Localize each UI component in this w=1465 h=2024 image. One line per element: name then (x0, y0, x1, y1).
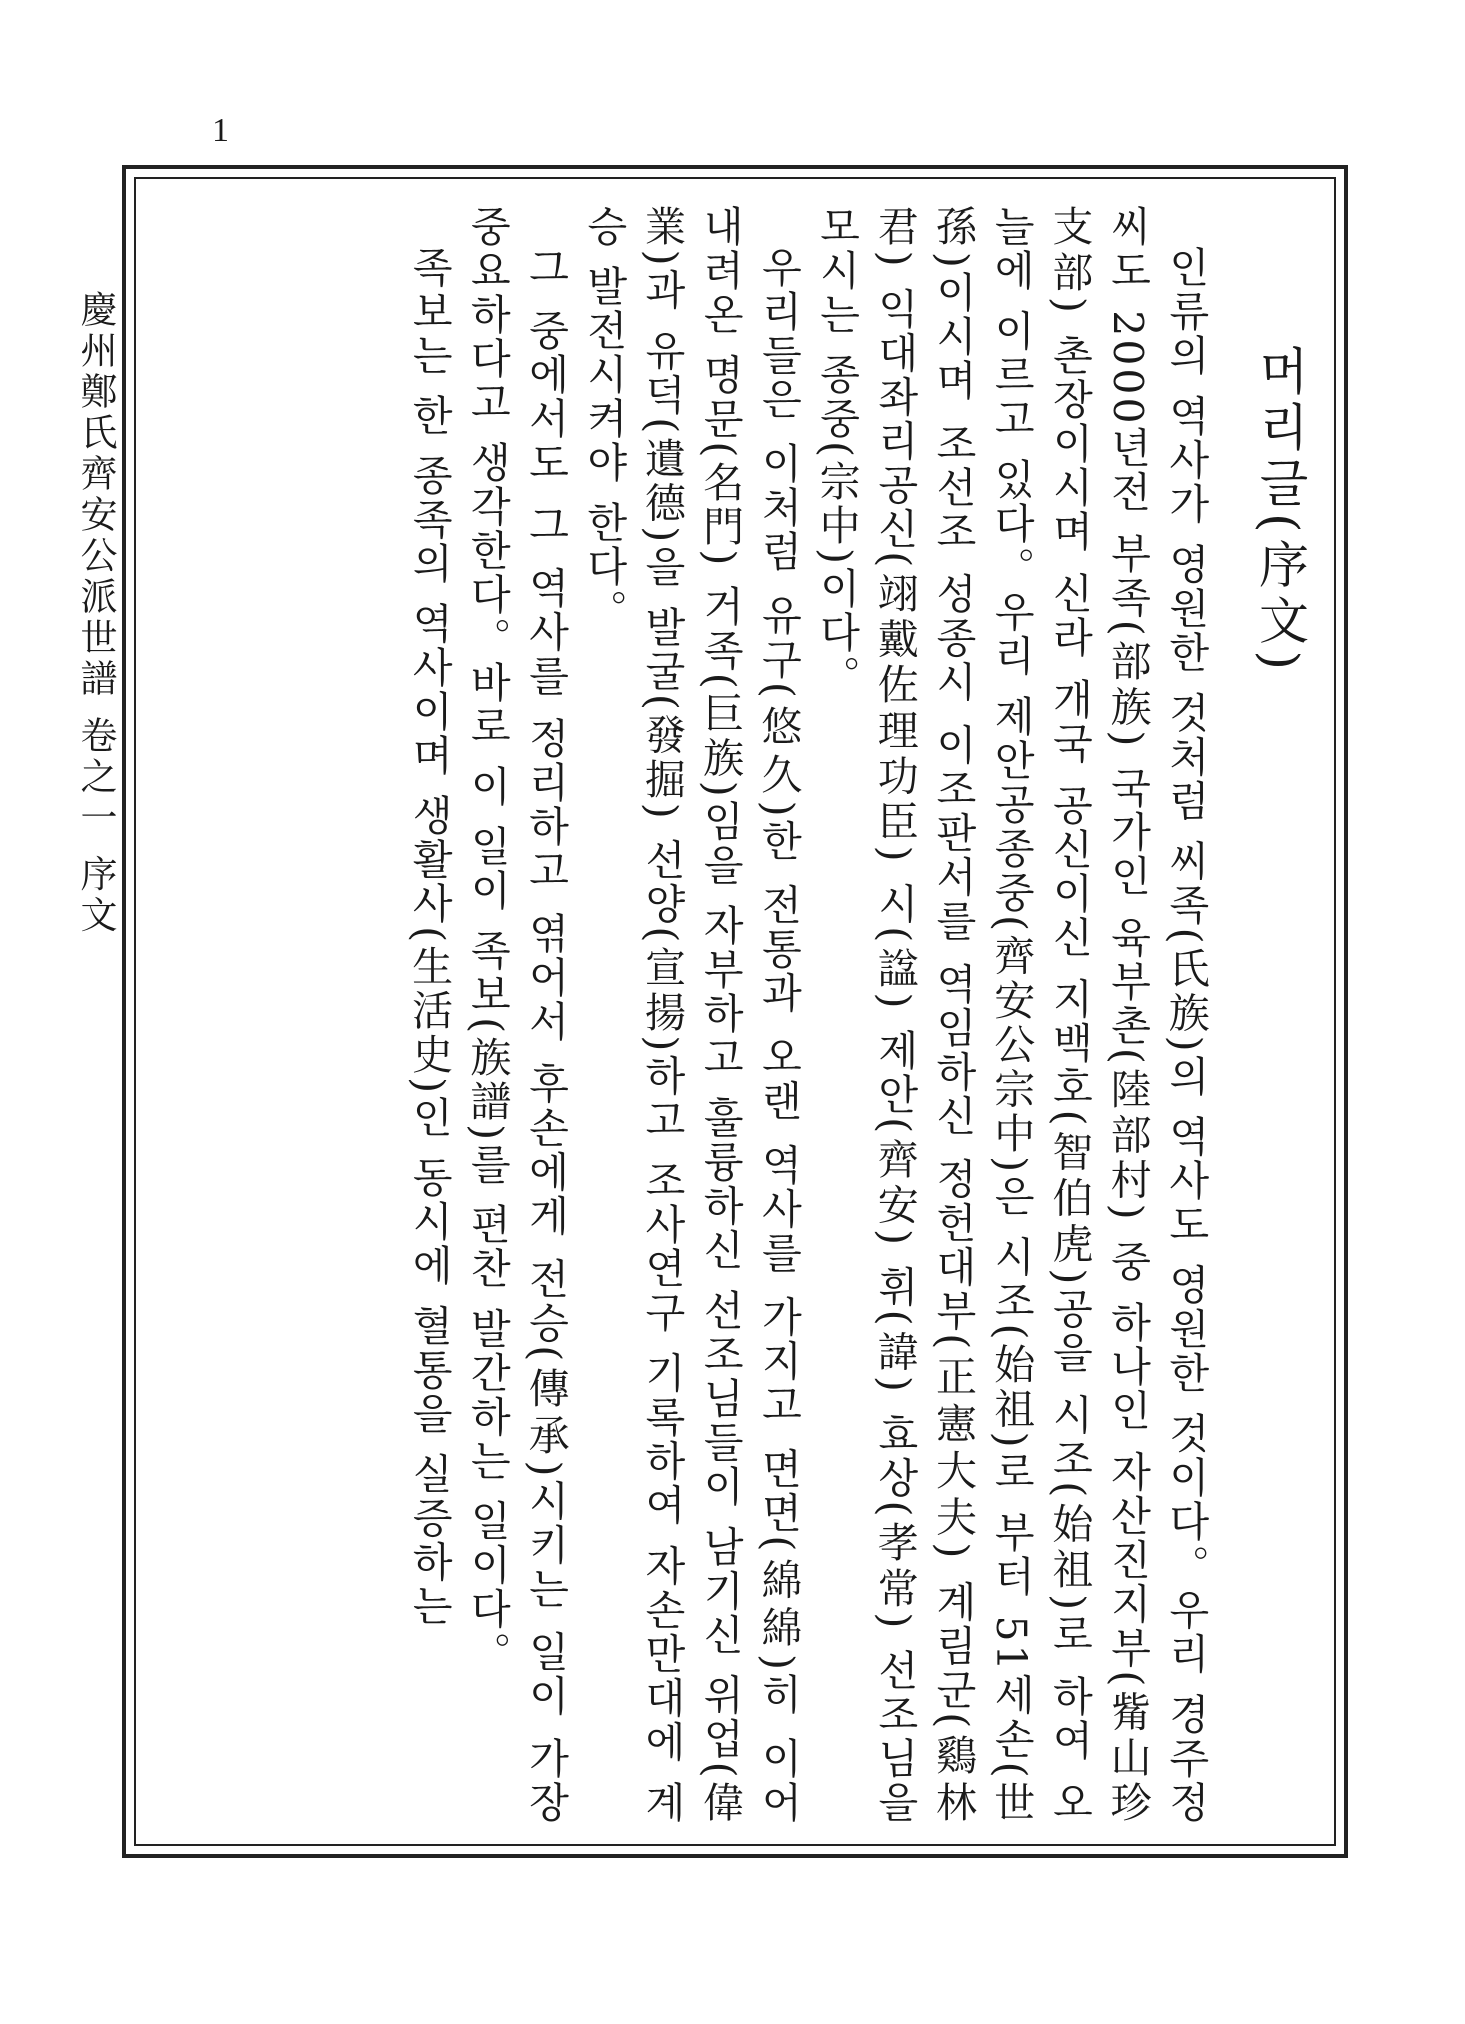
page-number: 1 (212, 112, 229, 149)
margin-caption: 慶州鄭氏齊安公派世譜 卷之一 序文 (74, 290, 117, 937)
paragraph-4: 족보는 한 종족의 역사이며 생활사(生活史)인 동시에 혈통을 실증하는 (405, 246, 454, 1629)
preface-heading: 머리글(序文) (1251, 345, 1309, 677)
paragraph-1: 인류의 역사가 영원한 것처럼 씨족(氏族)의 역사도 영원한 것이다。우리 경주정씨도 2000년전 부족(部族) 국가인 육부촌(陸部村) 중 하나인 자산진지부(觜山珍支部) 촌장이시며 신라 개국 공신이신 지백호(智伯虎)공을 시조(始祖)로 하여 오늘에 이르고 있다。우리 제안공종중(齊安公宗中)은 시조(始祖)로 부터 51세손(世孫)이시며 조선조 성종시 이조판서를 역임하신 정헌대부(正憲大夫) 계림군(鷄林君) 익대좌리공신(翊戴佐理功臣) 시(諡) 제안(齊安) 휘(諱) 효상(孝常) 선조님을 모시는 종중(宗中)이다。 (812, 205, 1210, 1825)
paragraph-3: 그 중에서도 그 역사를 정리하고 엮어서 후손에게 전승(傳承)시키는 일이 가장 중요하다고 생각한다。바로 이 일이 족보(族譜)를 편찬 발간하는 일이다。 (463, 205, 570, 1825)
preface-text-block (150, 205, 1315, 1825)
paragraph-2: 우리들은 이처럼 유구(悠久)한 전통과 오랜 역사를 가지고 면면(綿綿)히 이어 내려온 명문(名門) 거족(巨族)임을 자부하고 훌륭하신 선조님들이 남기신 위업(偉業)과 유덕(遺德)을 발굴(發掘) 선양(宣揚)하고 조사연구 기록하여 자손만대에 계승 발전시켜야 한다。 (579, 205, 803, 1825)
